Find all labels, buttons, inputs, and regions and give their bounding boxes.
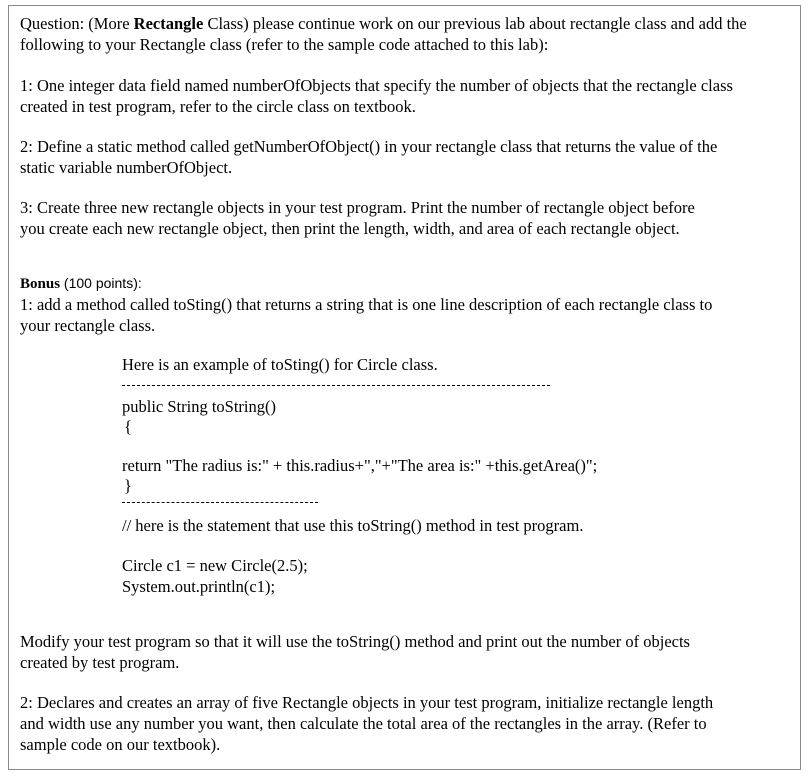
item-1-line-1: 1: One integer data field named numberOfObjects that specify the number of objects that the rectangle class [20,76,733,95]
code-open-brace: { [124,417,132,436]
question-suffix: Class) please continue work on our previous lab about rectangle class and add the [203,14,747,33]
code-comment: // here is the statement that use this toString() method in test program. [122,516,584,535]
question-prefix: Question: (More [20,14,134,33]
code-close-brace: } [124,476,132,495]
dashed-divider-bottom [122,502,318,503]
question-line-1 [20,13,747,34]
dashed-divider-top [122,385,550,386]
item-3-line-2: you create each new rectangle object, then print the length, width, and area of each rectangle object. [20,219,680,238]
code-println: System.out.println(c1); [122,577,276,596]
example-intro: Here is an example of toSting() for Circle class. [122,355,438,374]
bonus-2-line-3: sample code on our textbook). [20,735,221,754]
modify-line-2: created by test program. [20,653,180,672]
bonus-2-line-2: and width use any number you want, then calculate the total area of the rectangles in the array. (Refer to [20,714,707,733]
bonus-heading [20,274,142,293]
item-2-line-1: 2: Define a static method called getNumberOfObject() in your rectangle class that returns the value of the [20,137,718,156]
bonus-label: Bonus [20,276,61,292]
code-signature: public String toString() [122,397,276,416]
question-line-2: following to your Rectangle class (refer to the sample code attached to this lab): [20,35,549,54]
item-2-line-2: static variable numberOfObject. [20,158,233,177]
bonus-1-line-1: 1: add a method called toSting() that returns a string that is one line description of each rectangle class to [20,295,713,314]
code-return-statement: return "The radius is:" + this.radius+","+"The area is:" +this.getArea()"; [122,456,598,475]
bonus-2-line-1: 2: Declares and creates an array of five Rectangle objects in your test program, initialize rectangle length [20,693,714,712]
item-3-line-1: 3: Create three new rectangle objects in your test program. Print the number of rectangle object before [20,198,695,217]
code-new-circle: Circle c1 = new Circle(2.5); [122,556,308,575]
modify-line-1: Modify your test program so that it will use the toString() method and print out the number of objects [20,632,690,651]
bonus-1-line-2: your rectangle class. [20,316,156,335]
item-1-line-2: created in test program, refer to the circle class on textbook. [20,97,416,116]
question-bold-rectangle: Rectangle [133,14,204,33]
bonus-points: (100 points): [60,275,142,291]
